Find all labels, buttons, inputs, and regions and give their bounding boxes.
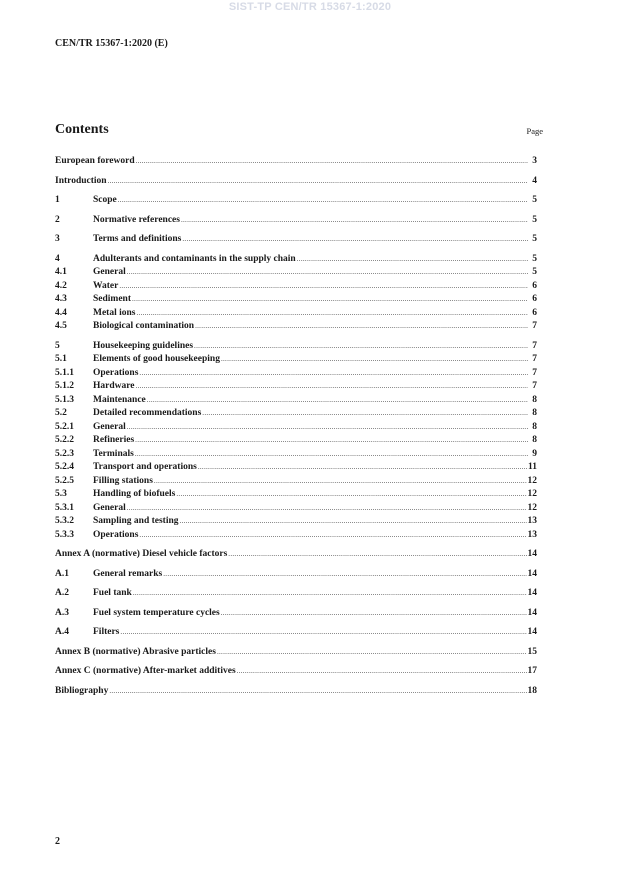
toc-entry[interactable] bbox=[55, 530, 537, 544]
dot-leader bbox=[198, 463, 527, 471]
toc-entry-number: A.4 bbox=[55, 627, 69, 637]
toc-entry-page: 11 bbox=[528, 462, 537, 472]
toc-entry[interactable] bbox=[55, 588, 537, 602]
toc-entry-page: 12 bbox=[527, 489, 537, 499]
dot-leader bbox=[221, 609, 527, 617]
toc-entry-page: 12 bbox=[527, 475, 537, 486]
toc-entry-page: 8 bbox=[532, 394, 537, 405]
toc-entry-page: 5 bbox=[532, 234, 537, 244]
toc-entry[interactable] bbox=[55, 608, 537, 622]
toc-entry-number: 4.5 bbox=[55, 321, 67, 331]
toc-entry[interactable] bbox=[55, 569, 537, 583]
toc-entry-title: Bibliography bbox=[55, 685, 109, 696]
page-column-label: Page bbox=[526, 126, 543, 136]
toc-entry-number: A.1 bbox=[55, 568, 69, 579]
toc-entry-title: General bbox=[93, 421, 126, 432]
toc-entry-page: 3 bbox=[532, 156, 537, 166]
toc-entry-page: 18 bbox=[527, 685, 537, 696]
toc-entry-page: 5 bbox=[532, 267, 537, 277]
toc-entry-page: 6 bbox=[532, 307, 537, 318]
dot-leader bbox=[133, 589, 527, 597]
toc-entry[interactable] bbox=[55, 516, 537, 530]
toc-entry[interactable] bbox=[55, 395, 537, 409]
dot-leader bbox=[147, 396, 528, 404]
dot-leader bbox=[109, 687, 526, 695]
toc-entry-title: Annex B (normative) Abrasive particles bbox=[55, 646, 216, 657]
toc-entry-page: 9 bbox=[532, 448, 537, 459]
toc-entry[interactable] bbox=[55, 476, 537, 490]
dot-leader bbox=[139, 531, 526, 539]
toc-entry-number: 4.3 bbox=[55, 294, 67, 304]
toc-entry-page: 8 bbox=[532, 408, 537, 418]
dot-leader bbox=[108, 177, 528, 185]
dot-leader bbox=[195, 322, 528, 330]
toc-entry-page: 5 bbox=[532, 195, 537, 205]
toc-entry[interactable] bbox=[55, 294, 537, 308]
toc-entry[interactable] bbox=[55, 308, 537, 322]
toc-entry-page: 6 bbox=[532, 280, 537, 291]
toc-entry-page: 7 bbox=[532, 340, 537, 351]
toc-entry-page: 6 bbox=[532, 294, 537, 304]
toc-entry-number: 5.2.2 bbox=[55, 435, 74, 445]
toc-entry-number: 4.2 bbox=[55, 280, 67, 291]
toc-entry-title: Filters bbox=[93, 627, 120, 637]
toc-entry-title: Hardware bbox=[93, 381, 135, 391]
toc-entry[interactable] bbox=[55, 408, 537, 422]
toc-entry-page: 7 bbox=[532, 321, 537, 331]
table-of-contents bbox=[55, 156, 537, 699]
toc-entry-page: 13 bbox=[527, 516, 537, 526]
dot-leader bbox=[202, 409, 528, 417]
toc-entry[interactable] bbox=[55, 176, 537, 190]
toc-entry[interactable] bbox=[55, 215, 537, 229]
toc-entry-number: 4 bbox=[55, 253, 60, 264]
toc-entry-page: 5 bbox=[532, 253, 537, 264]
toc-entry-page: 14 bbox=[527, 568, 537, 579]
toc-entry-number: 3 bbox=[55, 234, 60, 244]
toc-entry-number: A.3 bbox=[55, 607, 69, 618]
dot-leader bbox=[135, 450, 528, 458]
toc-entry-number: 5.3.2 bbox=[55, 516, 74, 526]
toc-entry-page: 4 bbox=[532, 175, 537, 186]
toc-entry-number: 5.1.1 bbox=[55, 367, 74, 378]
toc-entry-number: 5.2.4 bbox=[55, 462, 74, 472]
contents-heading: Contents bbox=[55, 122, 109, 137]
page-number: 2 bbox=[55, 836, 60, 847]
toc-entry-number: 5.2.1 bbox=[55, 421, 74, 432]
toc-entry-title: Sampling and testing bbox=[93, 516, 179, 526]
toc-entry-title: Annex A (normative) Diesel vehicle factors bbox=[55, 549, 228, 559]
dot-leader bbox=[228, 550, 526, 558]
toc-entry-page: 5 bbox=[532, 214, 537, 225]
watermark: SIST-TP CEN/TR 15367-1:2020 bbox=[228, 1, 392, 13]
toc-entry[interactable] bbox=[55, 686, 537, 700]
toc-entry-page: 7 bbox=[532, 367, 537, 378]
toc-entry-page: 17 bbox=[527, 666, 537, 676]
toc-entry-number: 5.3.3 bbox=[55, 529, 74, 540]
toc-entry-title: Operations bbox=[93, 367, 139, 378]
dot-leader bbox=[127, 504, 527, 512]
toc-entry-number: 2 bbox=[55, 214, 60, 225]
dot-leader bbox=[217, 648, 527, 656]
toc-entry[interactable] bbox=[55, 462, 537, 476]
dot-leader bbox=[136, 382, 528, 390]
toc-entry-title: Normative references bbox=[93, 214, 180, 225]
toc-entry-page: 8 bbox=[532, 435, 537, 445]
toc-entry[interactable] bbox=[55, 647, 537, 661]
toc-entry-page: 13 bbox=[527, 529, 537, 540]
toc-entry-title: Elements of good housekeeping bbox=[93, 354, 220, 364]
dot-leader bbox=[118, 196, 528, 204]
dot-leader bbox=[221, 355, 528, 363]
toc-entry-page: 7 bbox=[532, 354, 537, 364]
dot-leader bbox=[297, 255, 528, 263]
toc-entry[interactable] bbox=[55, 254, 537, 268]
dot-leader bbox=[181, 216, 528, 224]
toc-entry-title: Maintenance bbox=[93, 394, 146, 405]
toc-entry-title: Detailed recommendations bbox=[93, 408, 202, 418]
dot-leader bbox=[180, 517, 527, 525]
dot-leader bbox=[139, 369, 528, 377]
toc-entry[interactable] bbox=[55, 368, 537, 382]
toc-entry[interactable] bbox=[55, 627, 537, 641]
toc-entry-title: Biological contamination bbox=[93, 321, 195, 331]
toc-entry[interactable] bbox=[55, 341, 537, 355]
dot-leader bbox=[127, 268, 528, 276]
toc-entry[interactable] bbox=[55, 449, 537, 463]
toc-entry[interactable] bbox=[55, 234, 537, 248]
toc-entry-number: 4.4 bbox=[55, 307, 67, 318]
toc-entry-page: 14 bbox=[527, 588, 537, 598]
dot-leader bbox=[127, 423, 528, 431]
toc-entry[interactable] bbox=[55, 195, 537, 209]
toc-entry[interactable] bbox=[55, 549, 537, 563]
toc-entry[interactable] bbox=[55, 666, 537, 680]
dot-leader bbox=[132, 295, 528, 303]
toc-entry-title: Fuel system temperature cycles bbox=[93, 607, 220, 618]
toc-entry[interactable] bbox=[55, 156, 537, 170]
toc-entry-page: 12 bbox=[527, 502, 537, 513]
dot-leader bbox=[237, 667, 527, 675]
dot-leader bbox=[119, 282, 528, 290]
dot-leader bbox=[136, 309, 528, 317]
toc-entry-title: Terms and definitions bbox=[93, 234, 182, 244]
document-id: CEN/TR 15367-1:2020 (E) bbox=[55, 38, 168, 49]
dot-leader bbox=[176, 490, 526, 498]
toc-entry-title: Housekeeping guidelines bbox=[93, 340, 194, 351]
toc-entry-title: Transport and operations bbox=[93, 462, 197, 472]
toc-entry[interactable] bbox=[55, 503, 537, 517]
dot-leader bbox=[182, 235, 528, 243]
toc-entry-page: 14 bbox=[527, 549, 537, 559]
toc-entry-title: Water bbox=[93, 280, 119, 291]
toc-entry-number: 5.2.3 bbox=[55, 448, 74, 459]
dot-leader bbox=[163, 570, 526, 578]
toc-entry-number: A.2 bbox=[55, 588, 69, 598]
toc-entry-number: 5.1.3 bbox=[55, 394, 74, 405]
toc-entry-number: 5.2 bbox=[55, 408, 67, 418]
toc-entry-page: 14 bbox=[527, 607, 537, 618]
toc-entry[interactable] bbox=[55, 381, 537, 395]
toc-entry[interactable] bbox=[55, 354, 537, 368]
toc-entry-title: European foreword bbox=[55, 156, 135, 166]
toc-entry-title: Introduction bbox=[55, 175, 107, 186]
toc-entry-number: 5.1.2 bbox=[55, 381, 74, 391]
toc-entry-number: 5.1 bbox=[55, 354, 67, 364]
toc-entry-page: 7 bbox=[532, 381, 537, 391]
toc-entry-number: 5.2.5 bbox=[55, 475, 74, 486]
toc-entry[interactable] bbox=[55, 281, 537, 295]
toc-entry-title: Refineries bbox=[93, 435, 135, 445]
toc-entry-title: Sediment bbox=[93, 294, 131, 304]
toc-entry[interactable] bbox=[55, 267, 537, 281]
toc-entry-page: 14 bbox=[527, 627, 537, 637]
toc-entry-title: Filling stations bbox=[93, 475, 153, 486]
toc-entry-number: 4.1 bbox=[55, 267, 67, 277]
dot-leader bbox=[136, 157, 528, 165]
toc-entry-title: Adulterants and contaminants in the supply chain bbox=[93, 253, 296, 264]
dot-leader bbox=[194, 342, 528, 350]
toc-entry-title: Terminals bbox=[93, 448, 134, 459]
toc-entry-title: Annex C (normative) After-market additives bbox=[55, 666, 236, 676]
toc-entry[interactable] bbox=[55, 489, 537, 503]
toc-entry-page: 15 bbox=[527, 646, 537, 657]
toc-entry[interactable] bbox=[55, 422, 537, 436]
toc-entry-number: 5 bbox=[55, 340, 60, 351]
toc-entry-title: Operations bbox=[93, 529, 139, 540]
toc-entry-title: Scope bbox=[93, 195, 117, 205]
toc-entry-title: General bbox=[93, 267, 126, 277]
dot-leader bbox=[120, 628, 526, 636]
toc-entry-title: Handling of biofuels bbox=[93, 489, 176, 499]
toc-entry-number: 5.3.1 bbox=[55, 502, 74, 513]
toc-entry-number: 5.3 bbox=[55, 489, 67, 499]
toc-entry-title: Metal ions bbox=[93, 307, 136, 318]
toc-entry-title: General bbox=[93, 502, 126, 513]
toc-entry-page: 8 bbox=[532, 421, 537, 432]
toc-entry-number: 1 bbox=[55, 195, 60, 205]
toc-entry-title: General remarks bbox=[93, 568, 163, 579]
toc-entry[interactable] bbox=[55, 321, 537, 335]
dot-leader bbox=[154, 477, 527, 485]
dot-leader bbox=[135, 436, 528, 444]
toc-entry[interactable] bbox=[55, 435, 537, 449]
toc-entry-title: Fuel tank bbox=[93, 588, 132, 598]
